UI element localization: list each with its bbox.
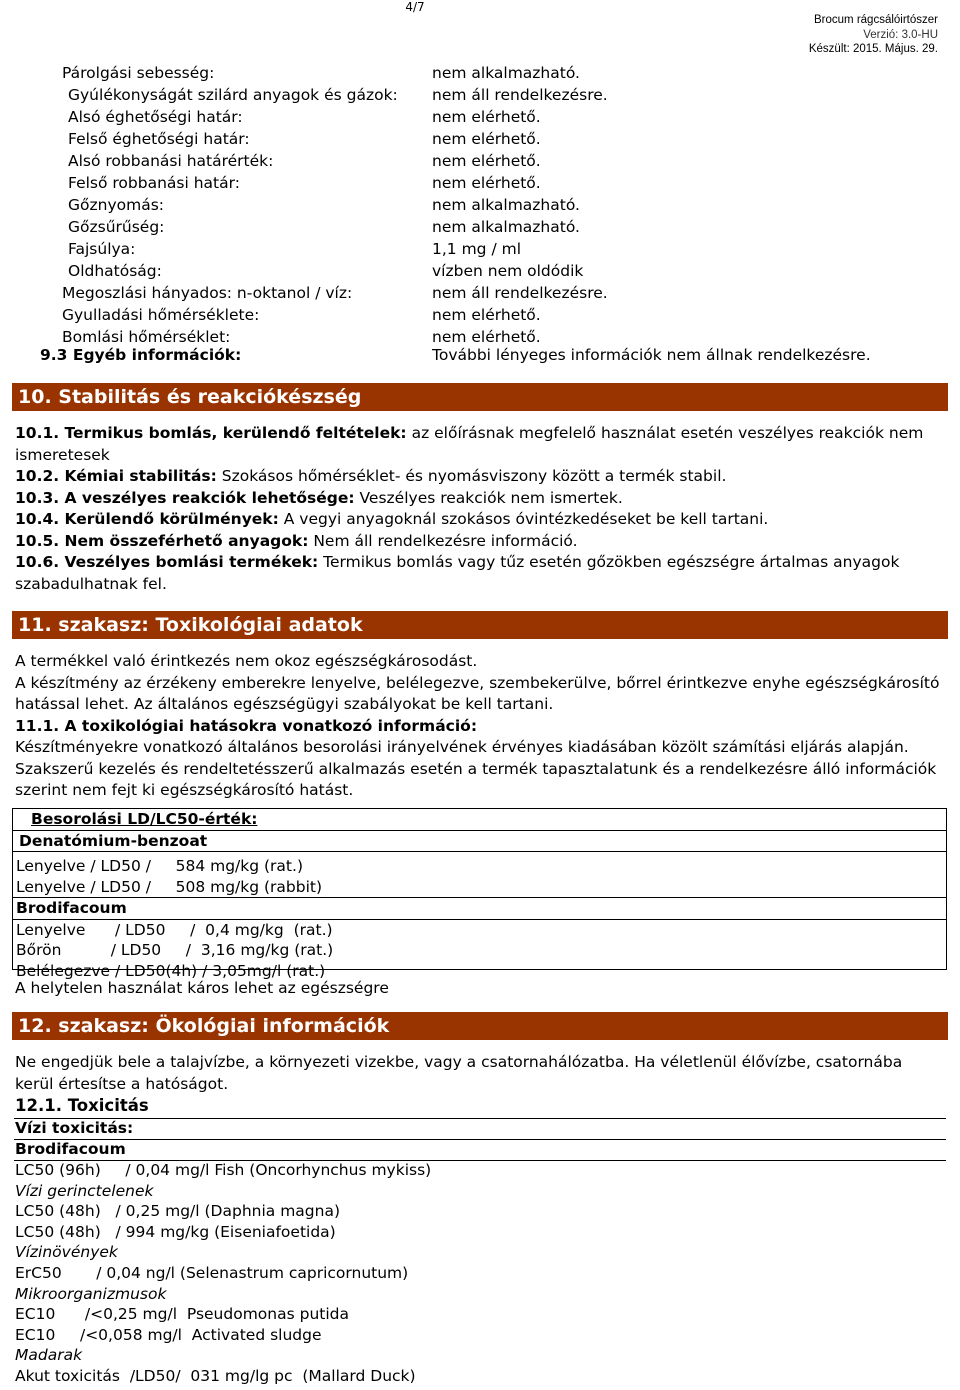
stability-item-text: Veszélyes reakciók nem ismertek.: [354, 488, 623, 507]
ecotox-row: LC50 (48h) / 994 mg/kg (Eiseniafoetida): [15, 1222, 336, 1241]
property-value: nem elérhető.: [432, 174, 541, 192]
stability-item-text: A vegyi anyagoknál szokásos óvintézkedéseket be kell tartani.: [278, 510, 769, 528]
stability-item-text: Szokásos hőmérséklet- és nyomásviszony között a termék stabil.: [216, 467, 727, 485]
ld50-row: Lenyelve / LD50 / 584 mg/kg (rat.): [16, 857, 303, 875]
property-value: nem áll rendelkezésre.: [432, 284, 608, 302]
ecotox-row: Akut toxicitás /LD50/ 031 mg/lg pc (Mallard Duck): [15, 1366, 416, 1385]
property-label: Bomlási hőmérséklet:: [62, 328, 231, 346]
stability-item-label: 10.4. Kerülendő körülmények:: [15, 510, 279, 528]
substance-brodifacoum: Brodifacoum: [13, 897, 946, 920]
stability-item-text: Termikus bomlás vagy tűz esetén gőzökben egészségre ártalmas anyagok szabadulhatnak fel.: [15, 553, 900, 593]
s12-p1: Ne engedjük bele a talajvízbe, a környezeti vizekbe, vagy a csatornahálózatba. Ha véletlenül élővízbe, csatornába kerül értesítse a hatóságot.: [15, 1053, 903, 1093]
stability-item-label: 10.3. A veszélyes reakciók lehetősége:: [15, 488, 355, 507]
property-label: Párolgási sebesség:: [62, 64, 215, 82]
property-label: Oldhatóság:: [68, 262, 162, 280]
page-number: 4/7: [405, 0, 425, 14]
property-value: nem elérhető.: [432, 130, 541, 148]
box-title: Besorolási LD/LC50-érték:: [31, 810, 258, 828]
stability-item-text: Nem áll rendelkezésre információ.: [308, 531, 578, 550]
s11-p3: Készítményekre vonatkozó általános besorolási irányelvének érvényes kiadásában közölt számítási eljárás alapján. Szakszerű kezelés és rendeltetésszerű alkalmazás esetén a termék tapasztalatunk és a rendelkezésre álló információk szerint nem fejt ki egészségkárosító hatást.: [15, 738, 937, 799]
section-10-content: [15, 423, 945, 595]
property-label: Alsó éghetőségi határ:: [68, 108, 243, 126]
property-value: vízben nem oldódik: [432, 262, 584, 280]
section-10-heading: 10. Stabilitás és reakciókészség: [12, 383, 948, 411]
property-value: nem elérhető.: [432, 108, 541, 126]
stability-item-label: 10.6. Veszélyes bomlási termékek:: [15, 553, 319, 571]
product-name: Brocum rágcsálóirtószer: [814, 14, 938, 26]
ld50-row: Bőrön / LD50 / 3,16 mg/kg (rat.): [16, 941, 334, 959]
denatonium-rows: [13, 856, 946, 897]
property-label: Gyúlékonyságát szilárd anyagok és gázok:: [68, 86, 398, 104]
stability-item: [15, 466, 945, 488]
property-label: Megoszlási hányados: n-oktanol / víz:: [62, 284, 353, 302]
s11-subhead: 11.1. A toxikológiai hatásokra vonatkozó információ:: [15, 716, 478, 735]
stability-item-label: 10.1. Termikus bomlás, kerülendő feltételek:: [15, 424, 407, 442]
ecotox-category: Vízi gerinctelenek: [15, 1181, 154, 1200]
stability-item: [15, 423, 945, 466]
ld50-row: Belélegezve / LD50(4h) / 3,05mg/l (rat.): [16, 961, 326, 980]
property-value: nem alkalmazható.: [432, 196, 580, 214]
property-value: nem elérhető.: [432, 328, 541, 346]
version: Verzió: 3.0-HU: [863, 29, 938, 41]
property-value: nem elérhető.: [432, 152, 541, 170]
property-value: 1,1 mg / ml: [432, 240, 521, 258]
stability-item-text: az előírásnak megfelelő használat esetén veszélyes reakciók nem ismeretesek: [15, 424, 924, 464]
s12-subhead: 12.1. Toxicitás: [15, 1096, 149, 1115]
ecotox-row: ErC50 / 0,04 ng/l (Selenastrum capricornutum): [15, 1263, 409, 1282]
stability-item: [15, 552, 945, 595]
ld50-box: [12, 808, 947, 980]
s12-substance: Brodifacoum: [15, 1140, 126, 1158]
property-value: nem áll rendelkezésre.: [432, 86, 608, 104]
brodifacoum-rows: [13, 920, 946, 982]
stability-item-label: 10.5. Nem összeférhető anyagok:: [15, 531, 309, 550]
property-label: Felső éghetőségi határ:: [68, 130, 250, 148]
section-11-intro: [15, 651, 945, 802]
ld50-row: Lenyelve / LD50 / 0,4 mg/kg (rat.): [16, 920, 333, 939]
other-info-label: 9.3 Egyéb információk:: [40, 346, 242, 364]
property-value: nem elérhető.: [432, 306, 541, 324]
stability-item-label: 10.2. Kémiai stabilitás:: [15, 467, 217, 485]
property-label: Gyulladási hőmérséklete:: [62, 306, 260, 324]
property-label: Alsó robbanási határérték:: [68, 152, 274, 170]
property-label: Fajsúlya:: [68, 240, 136, 258]
ecotox-category: Madarak: [15, 1346, 83, 1365]
property-label: Gőzsűrűség:: [68, 218, 165, 236]
ecotox-row: EC10 /<0,25 mg/l Pseudomonas putida: [15, 1305, 349, 1324]
property-value: nem alkalmazható.: [432, 218, 580, 236]
property-value: nem alkalmazható.: [432, 64, 580, 82]
ecotox-category: Vízinövények: [15, 1243, 118, 1262]
aquatic-toxicity-label: Vízi toxicitás:: [15, 1119, 134, 1137]
ecotox-row: EC10 /<0,058 mg/l Activated sludge: [15, 1325, 322, 1344]
other-info-value: További lényeges információk nem állnak rendelkezésre.: [432, 346, 871, 364]
ecotox-rows: [15, 1160, 946, 1387]
substance-denatonium: Denatómium-benzoat: [13, 830, 946, 853]
issue-date: Készült: 2015. Május. 29.: [808, 43, 938, 55]
ecotox-row: LC50 (96h) / 0,04 mg/l Fish (Oncorhynchus mykiss): [15, 1161, 432, 1179]
property-label: Gőznyomás:: [68, 196, 165, 214]
s11-p2: A készítmény az érzékeny emberekre lenyelve, belélegezve, szembekerülve, bőrrel érintkezve enyhe egészségkárosító hatással lehet. Az általános egészségügyi szabályokat be kell tartani.: [15, 673, 940, 713]
ecotox-row: LC50 (48h) / 0,25 mg/l (Daphnia magna): [15, 1202, 341, 1221]
section-11-heading: 11. szakasz: Toxikológiai adatok: [12, 611, 948, 639]
section-12-intro: [15, 1052, 945, 1117]
s11-note: A helytelen használat káros lehet az egészségre: [15, 979, 389, 997]
stability-item: [15, 488, 945, 510]
section-12-heading: 12. szakasz: Ökológiai információk: [12, 1012, 948, 1040]
ecotox-category: Mikroorganizmusok: [15, 1284, 167, 1303]
property-label: Felső robbanási határ:: [68, 174, 240, 192]
s11-p1: A termékkel való érintkezés nem okoz egészségkárosodást.: [15, 652, 478, 670]
ld50-row: Lenyelve / LD50 / 508 mg/kg (rabbit): [16, 877, 323, 896]
stability-item: [15, 509, 945, 531]
stability-item: [15, 531, 945, 553]
